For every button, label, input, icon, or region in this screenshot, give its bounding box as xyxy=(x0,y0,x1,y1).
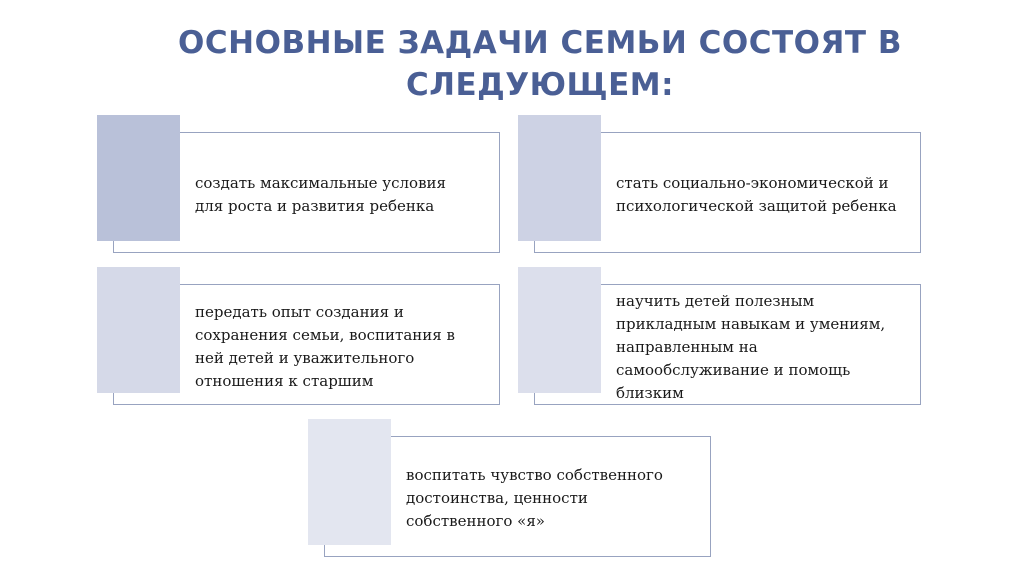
task-card-3 xyxy=(97,267,500,407)
task-text: передать опыт создания и сохранения семьи, воспитания в ней детей и уважительного отношения к старшим xyxy=(195,303,455,390)
task-tab xyxy=(518,115,601,241)
task-text: стать социально-экономической и психологической защитой ребенка xyxy=(616,174,897,215)
task-tab xyxy=(97,115,180,241)
task-text: научить детей полезным прикладным навыкам и умениям, направленным на самообслуживание и помощь близким xyxy=(616,292,886,402)
task-card-1 xyxy=(97,115,500,255)
task-card-2 xyxy=(518,115,921,255)
task-text: создать максимальные условия для роста и развития ребенка xyxy=(195,174,446,215)
title-line-1: ОСНОВНЫЕ ЗАДАЧИ СЕМЬИ СОСТОЯТ В xyxy=(178,25,902,61)
task-text: воспитать чувство собственного достоинства, ценности собственного «я» xyxy=(406,466,663,530)
task-card-4 xyxy=(518,267,921,407)
task-card-5 xyxy=(308,419,711,559)
title-line-2: СЛЕДУЮЩЕМ: xyxy=(405,67,675,103)
task-tab xyxy=(518,267,601,393)
task-tab xyxy=(308,419,391,545)
task-tab xyxy=(97,267,180,393)
slide-title xyxy=(120,22,960,106)
